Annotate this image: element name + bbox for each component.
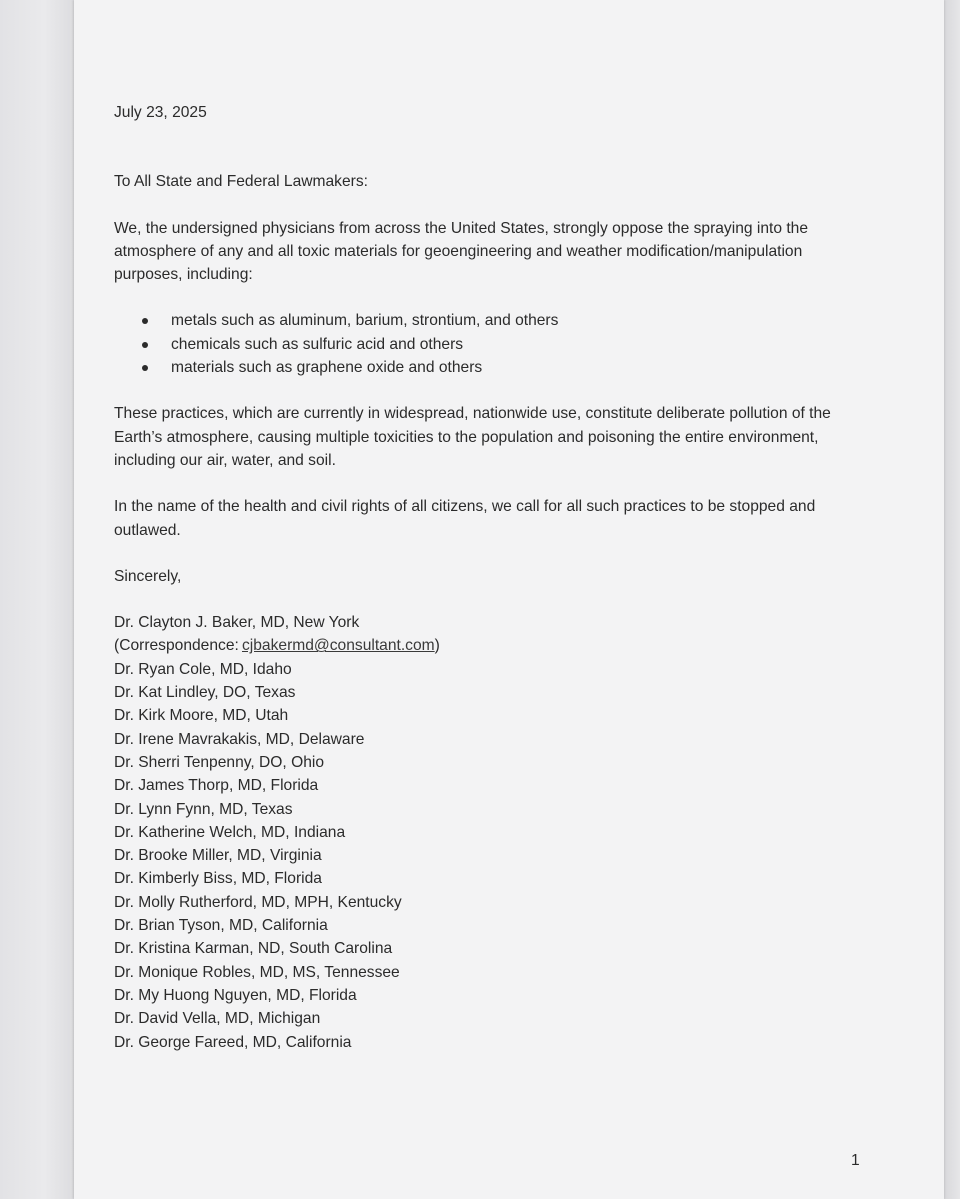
list-item: materials such as graphene oxide and others xyxy=(114,356,874,379)
letter-date: July 23, 2025 xyxy=(114,104,207,121)
bullet-icon xyxy=(142,342,148,348)
list-item: chemicals such as sulfuric acid and others xyxy=(114,333,874,356)
correspondence-email-link[interactable]: cjbakermd@consultant.com xyxy=(242,637,435,655)
intro-paragraph: We, the undersigned physicians from across the United States, strongly oppose the spraying into the atmosphere of any and all toxic materials for geoengineering and weather modification/manipulation purposes, including: xyxy=(114,219,809,284)
signer: Dr. Kirk Moore, MD, Utah xyxy=(114,707,289,725)
signer: Dr. Brooke Miller, MD, Virginia xyxy=(114,847,322,865)
signer-primary: Dr. Clayton J. Baker, MD, New York xyxy=(114,614,360,632)
list-item: metals such as aluminum, barium, strontium, and others xyxy=(114,309,874,332)
signer: Dr. Kristina Karman, ND, South Carolina xyxy=(114,940,393,958)
bullet-icon xyxy=(142,318,148,324)
signer: Dr. Brian Tyson, MD, California xyxy=(114,917,328,935)
signer: Dr. Monique Robles, MD, MS, Tennessee xyxy=(114,963,400,981)
correspondence-label: (Correspondence: xyxy=(114,637,239,655)
materials-list xyxy=(114,309,874,379)
salutation: To All State and Federal Lawmakers: xyxy=(114,173,368,191)
practices-paragraph: These practices, which are currently in widespread, nationwide use, constitute deliberate pollution of the Earth’s atmosphere, causing multiple toxicities to the population and poisoning the entire environment, including our air, water, and soil. xyxy=(114,405,831,469)
signer: Dr. My Huong Nguyen, MD, Florida xyxy=(114,986,357,1004)
letter-page xyxy=(74,0,944,1199)
signer: Dr. David Vella, MD, Michigan xyxy=(114,1010,321,1028)
page-number: 1 xyxy=(851,1152,860,1169)
signer: Dr. Kat Lindley, DO, Texas xyxy=(114,684,296,702)
correspondence-close: ) xyxy=(434,637,440,655)
signer: Dr. Lynn Fynn, MD, Texas xyxy=(114,800,293,818)
signer: Dr. Irene Mavrakakis, MD, Delaware xyxy=(114,730,365,748)
signer: Dr. Kimberly Biss, MD, Florida xyxy=(114,870,322,888)
call-to-action-paragraph: In the name of the health and civil rights of all citizens, we call for all such practices to be stopped and outlawed. xyxy=(114,498,816,539)
signer-list xyxy=(114,611,874,1054)
signer: Dr. Molly Rutherford, MD, MPH, Kentucky xyxy=(114,893,402,911)
signer: Dr. James Thorp, MD, Florida xyxy=(114,777,319,795)
bullet-icon xyxy=(142,365,148,371)
signer: Dr. George Fareed, MD, California xyxy=(114,1033,352,1051)
signer: Dr. Ryan Cole, MD, Idaho xyxy=(114,660,292,678)
closing: Sincerely, xyxy=(114,567,182,585)
letter-body xyxy=(114,101,874,1054)
correspondence-line xyxy=(114,634,874,657)
signer: Dr. Katherine Welch, MD, Indiana xyxy=(114,823,346,841)
signer: Dr. Sherri Tenpenny, DO, Ohio xyxy=(114,753,325,771)
background-left-edge xyxy=(0,0,74,1199)
background-right-edge xyxy=(944,0,960,1199)
